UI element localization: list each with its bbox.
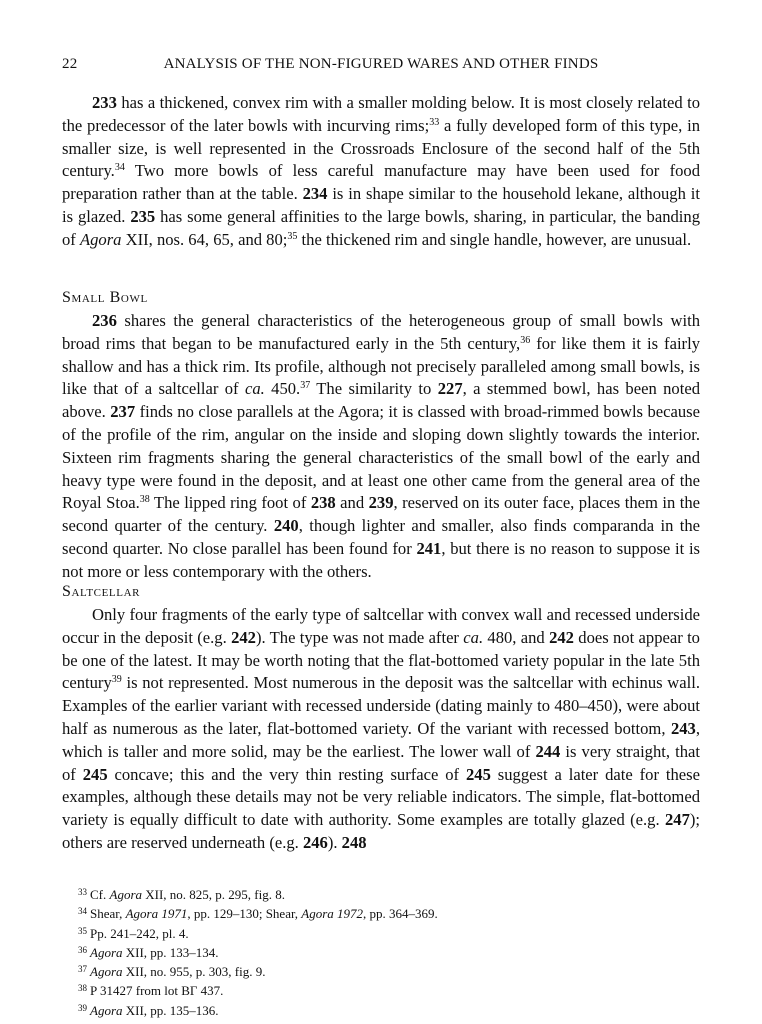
italic-text: Agora [109,887,142,902]
footnote-marker: 34 [78,906,87,917]
paragraph-242 [62,604,700,855]
text-run: The similarity to [310,379,438,399]
text-run: does not appear to be one of the latest. It may be worth noting that the flat-bottomed variety popular in the late 5th century [62,627,700,693]
footnote-ref: 39 [111,674,122,686]
footnote [78,961,698,980]
catalogue-number: 242 [549,627,574,647]
italic-text: ca. [244,379,265,399]
text-run: ); others are reserved underneath (e.g. [62,810,700,852]
catalogue-number: 241 [416,538,442,558]
text-run: ). The type was not made after [255,627,464,647]
running-title: ANALYSIS OF THE NON-FIGURED WARES AND OTHER FINDS [163,56,599,72]
catalogue-number: 247 [664,810,690,830]
catalogue-number: 235 [130,206,156,226]
text-run: XII, nos. 64, 65, and 80; [121,229,288,249]
footnote-ref: 38 [139,494,150,506]
page-number: 22 [62,56,78,72]
catalogue-number: 243 [670,718,696,738]
text-run: , pp. 364–369. [363,906,438,922]
text-run: Shear, [90,906,126,922]
catalogue-number: 234 [302,184,328,204]
footnote [78,1000,698,1019]
catalogue-number: 245 [82,764,108,784]
text-run: P 31427 from lot BΓ 437. [90,983,224,999]
footnote [78,884,698,903]
text-run: is very straight, that of [62,741,700,784]
footnote-ref: 37 [300,380,311,392]
footnote-marker: 39 [78,1002,87,1013]
catalogue-number: 239 [368,493,394,513]
footnote-marker: 38 [78,983,87,994]
catalogue-number: 240 [273,516,299,536]
text-run: the thickened rim and single handle, however, are unusual. [297,229,692,249]
paragraph-small-bowl [62,310,700,584]
text-run: XII, pp. 135–136. [122,1002,219,1018]
text-run: , though lighter and smaller, also finds comparanda in the second quarter. No close parallel has been found for [62,516,700,558]
italic-text: Agora 1971 [125,906,188,922]
paragraph-large-bowls [62,92,700,252]
italic-text: Agora 1972 [301,906,364,922]
footnote [78,980,698,999]
italic-text: Agora [90,964,123,980]
footnote-ref: 36 [520,334,531,346]
catalogue-number: 245 [465,764,491,784]
footnote-ref: 33 [429,116,440,128]
section-heading-saltcellar: Saltcellar [62,583,141,600]
text-run: Only four fragments of the early type of saltcellar with convex wall and recessed underside occur in the deposit (e.g. [62,605,700,647]
text-run: 450. [264,379,301,399]
catalogue-number: 244 [535,741,561,761]
catalogue-number: 246 [302,832,328,852]
text-run: , reserved on its outer face, places them in the second quarter of the century. [62,493,701,536]
catalogue-number: 242 [231,627,256,647]
footnote-ref: 34 [114,162,125,174]
text-run: XII, no. 825, p. 295, fig. 8. [142,887,285,902]
footnote [78,903,698,922]
catalogue-number: 238 [310,493,336,513]
footnote-marker: 35 [78,925,87,936]
catalogue-number: 227 [437,379,463,399]
text-run: is not represented. Most numerous in the deposit was the saltcellar with echinus wall. Examples of the earlier variant with recessed underside (dating mainly to 480–450), were about half as numerous as the later, flat-bottomed variety. Of the variant with recessed bottom, [62,673,700,738]
catalogue-number: 236 [92,311,117,330]
footnote-marker: 37 [78,964,87,975]
footnote-marker: 33 [78,887,87,897]
italic-text: Agora [79,229,122,249]
italic-text: Agora [90,1002,123,1018]
text-run: Pp. 241–242, pl. 4. [90,925,189,941]
footnote-ref: 35 [287,230,298,242]
text-run: shares the general characteristics of the heterogeneous group of small bowls with broad rims that began to be manufactured early in the 5th century, [62,311,700,353]
text-run: 480, and [483,627,550,647]
text-run: , pp. 129–130; Shear, [187,906,302,922]
paragraph-saltcellar [62,604,700,855]
text-run: and [335,493,369,513]
paragraph-236 [62,310,700,584]
footnote [78,942,698,961]
text-run: Cf. [90,887,110,902]
catalogue-number: 248 [341,832,367,852]
text-run: has some general affinities to the large bowls, sharing, in particular, the banding of [62,206,700,249]
text-run: Two more bowls of less careful manufacture may have been used for food preparation rather than at the table. [62,161,700,204]
text-run: finds no close parallels at the Agora; it is classed with broad-rimmed bowls because of the profile of the rim, angular on the inside and sloping down slightly towards the interior. Sixteen rim fragments sharing the general characteristics of the small bowl of the early and heavy type were found in the deposit, and at least one other came from the general area of the Royal Stoa. [62,402,701,513]
running-head [62,56,700,78]
text-run: , but there is no reason to suppose it is not more or less contemporary with the others. [62,538,701,581]
text-run: for like them it is fairly shallow and has a thick rim. Its profile, although not precisely paralleled among small bowls, is like that of a saltcellar of [62,333,700,399]
catalogue-number: 233 [92,93,117,112]
catalogue-number: 237 [110,402,136,422]
italic-text: Agora [90,944,123,960]
text-run: has a thickened, convex rim with a smaller molding below. It is most closely related to the predecessor of the later bowls with incurving rims; [62,93,700,135]
text-run: XII, no. 955, p. 303, fig. 9. [122,964,266,980]
section-heading-small-bowl: Small Bowl [62,289,148,306]
text-run: a fully developed form of this type, in smaller size, is well represented in the Crossroads Enclosure of the second half of the 5th century. [62,115,700,181]
text-run: , which is taller and more solid, may be the earliest. The lower wall of [62,718,700,761]
text-run: is in shape similar to the household lekane, although it is glazed. [62,184,700,226]
text-run: XII, pp. 133–134. [122,944,219,960]
paragraph-233 [62,92,700,252]
text-run: The lipped ring foot of [149,493,311,513]
footnotes [78,884,698,1019]
footnote-marker: 36 [78,944,87,955]
text-run: , a stemmed bowl, has been noted above. [62,379,700,422]
text-run: suggest a later date for these examples, although these details may not be very reliable indicators. The simple, flat-bottomed variety is equally difficult to date with authority. Some examples are totally glazed (e.g. [62,764,700,830]
footnote [78,923,698,942]
italic-text: ca. [463,627,484,647]
text-run: ). [327,832,342,852]
text-run: concave; this and the very thin resting surface of [107,764,466,784]
